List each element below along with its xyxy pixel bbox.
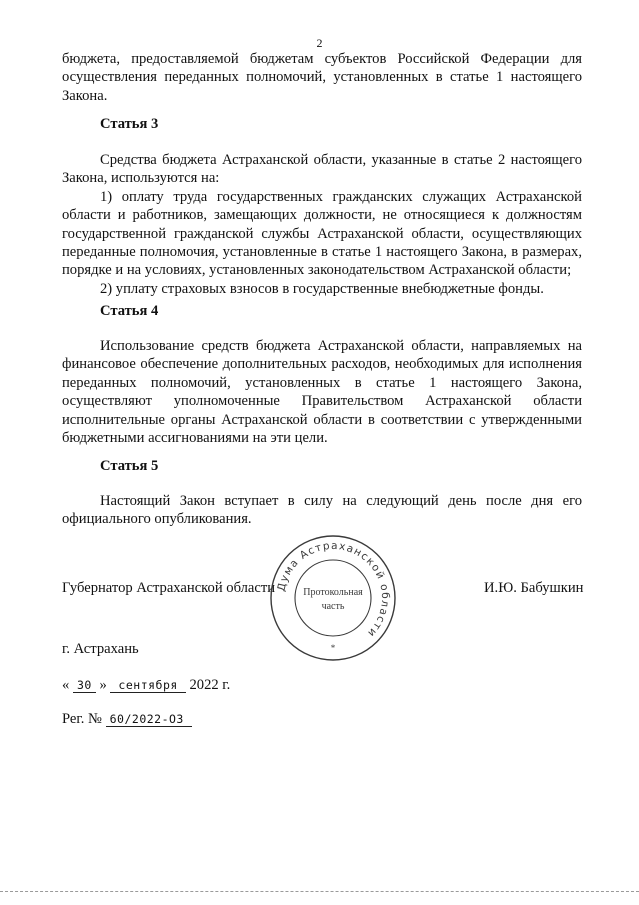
official-stamp bbox=[268, 533, 398, 663]
date-day: 30 bbox=[73, 678, 96, 693]
article-4-heading: Статья 4 bbox=[100, 303, 159, 319]
stamp-ring-text: Дума Астраханской области bbox=[275, 539, 392, 640]
article-3-paragraph-3: 2) уплату страховых взносов в государственные внебюджетные фонды. bbox=[100, 280, 544, 297]
date-open-quote: « bbox=[62, 677, 70, 693]
registration-label: Рег. № bbox=[62, 711, 102, 727]
bottom-rule bbox=[0, 891, 639, 892]
article-3-paragraph-1: Средства бюджета Астраханской области, указанные в статье 2 настоящего Закона, используются на: bbox=[62, 152, 582, 187]
city: г. Астрахань bbox=[62, 641, 139, 657]
date-line bbox=[62, 677, 230, 694]
signature-title: Губернатор Астраханской области bbox=[62, 580, 276, 596]
stamp-star: * bbox=[330, 643, 336, 653]
page-number: 2 bbox=[316, 36, 323, 50]
article-4-paragraph-1: Использование средств бюджета Астраханской области, направляемых на финансовое обеспечение дополнительных расходов, необходимых для исполнения переданных полномочий, установленных в статье 1 настоящего Закона, осуществляют уполномоченные Правительством Астраханской области исполнительные органы Астраханской области в соответствии с утвержденными бюджетными ассигнованиями на эти цели. bbox=[62, 338, 582, 447]
stamp-inner-ring bbox=[295, 560, 371, 636]
article-3-body bbox=[62, 151, 582, 298]
article-5-paragraph-1: Настоящий Закон вступает в силу на следующий день после дня его официального опубликования. bbox=[62, 493, 582, 528]
stamp-outer-ring bbox=[271, 536, 395, 660]
intro-paragraph: бюджета, предоставляемой бюджетам субъектов Российской Федерации для осуществления переданных полномочий, установленных в статье 1 настоящего Закона. bbox=[62, 51, 582, 104]
date-close-quote: » bbox=[99, 677, 107, 693]
article-3-paragraph-2: 1) оплату труда государственных гражданских служащих Астраханской области и работников, замещающих должности, не относящиеся к должностям государственной гражданской службы Астраханской области, осуществляющих переданные полномочия, установленные в статье 1 настоящего Закона, в размерах, порядке и на условиях, установленных законодательством Астраханской области; bbox=[62, 188, 582, 279]
signature-name: И.Ю. Бабушкин bbox=[484, 580, 584, 596]
article-3-heading: Статья 3 bbox=[100, 116, 159, 132]
date-month: сентября bbox=[110, 678, 185, 693]
date-year: 2022 г. bbox=[189, 677, 231, 693]
article-5-heading: Статья 5 bbox=[100, 458, 159, 474]
registration-line bbox=[62, 711, 192, 728]
stamp-center-line-1: Протокольная bbox=[303, 587, 363, 598]
stamp-center-line-2: часть bbox=[321, 601, 345, 612]
registration-number: 60/2022-ОЗ bbox=[106, 712, 192, 727]
